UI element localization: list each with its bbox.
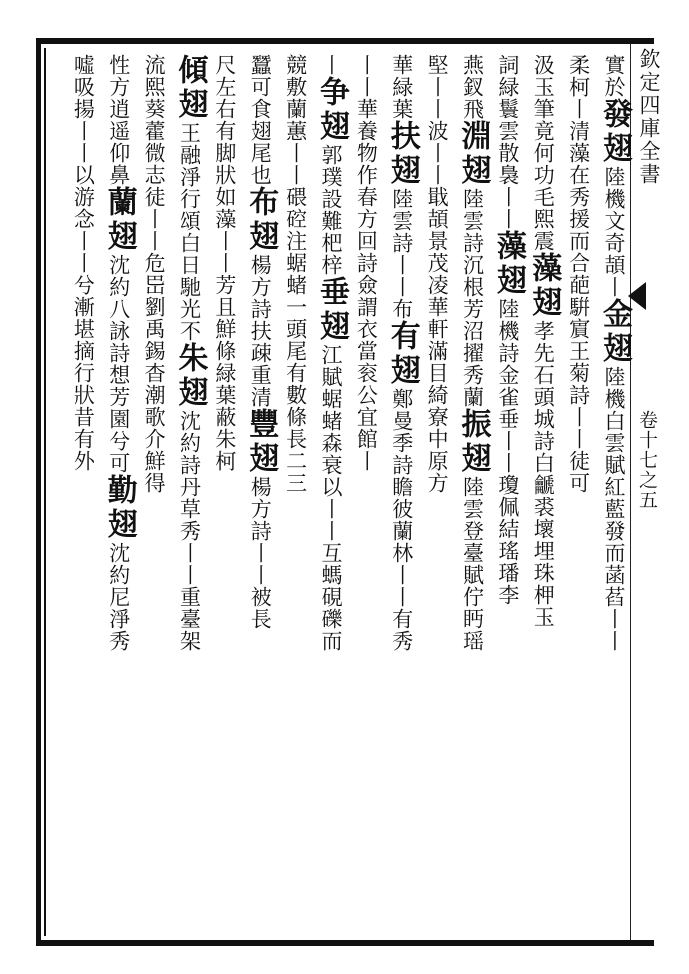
entry-headword: 藻翅 [526,252,562,320]
center-margin-rule [630,44,631,940]
entry-text: 陸機文奇頡 [602,166,626,276]
text-column [95,54,137,934]
entry-text: 性方逍遥仰鼻 [106,54,131,186]
entry-headword: 藻翅 [490,230,526,298]
entry-text: 堅丨丨 [425,54,450,120]
text-body [60,54,632,934]
text-column [591,54,632,934]
entry-text: 華養物作春 [354,98,379,208]
entry-text: 波丨丨戢頡景茂凌華 [425,120,450,318]
text-column [520,54,562,934]
entry-text: 鄭曼季詩瞻彼蘭林丨丨有秀 [389,388,414,652]
entry-headword: 勤翅 [101,474,137,542]
entry-text: 危岊劉禹錫杳潮歌介鮮得 [142,252,167,494]
entry-text: 陸雲詩沉根芳沼擢秀蘭 [460,188,485,408]
entry-text: 陸雲登臺賦佇眄瑶 [460,476,485,652]
entry-headword: 扶翅 [384,120,420,188]
entry-headword: 傾翅 [172,54,208,122]
text-column [202,54,237,934]
entry-text: 陸機白雲賦紅藍發而菡萏丨丨 [602,366,626,652]
entry-headword: 振翅 [455,408,491,476]
entry-text: 王融淨行頌白日馳光不 [177,122,202,342]
entry-text: 燕釵飛 [460,54,485,120]
entry-text: 競敷蘭蕙丨丨 [283,54,308,186]
entry-text: 楊方詩丨丨被長 [248,476,273,630]
entry-text: 行狀昔有外 [71,362,96,472]
entry-text: 藻丨丨芳且鮮 [212,208,237,340]
entry-headword: 蘭翅 [101,186,137,254]
text-column [166,54,208,934]
text-column [378,54,420,934]
entry-text: 軒滿目綺寮中原方 [425,318,450,494]
entry-text: 條緑葉蔽朱柯 [212,340,237,472]
text-column [308,54,349,934]
entry-headword: 淵翅 [455,120,491,188]
entry-text: 碨硿注蜛蝫一頭尾有數條長二三 [283,186,308,494]
text-column [449,54,491,934]
entry-headword: 發翅 [597,98,632,166]
entry-text: 汲玉筆竟何功毛熙震 [531,54,556,252]
entry-text: 華緑葉 [389,54,414,120]
text-column [343,54,378,934]
entry-text: 孝先石頭城詩白䶵裘壞埋珠柙玉 [531,320,556,628]
entry-text: 噓吸揚丨丨 [71,54,96,164]
entry-text: 丨清藻在秀 [566,98,591,208]
entry-text: 流熙葵藿微志徒丨丨 [142,54,167,252]
entry-text: 尺左右有脚狀如 [212,54,237,208]
entry-text: 沈約詩丹草秀丨丨重臺架 [177,410,202,652]
entry-text: 實於 [602,54,626,98]
entry-text: 以游念丨丨兮漸堪摘 [71,164,96,362]
entry-text: 詞緑鬟雲散裊丨丨 [495,54,520,230]
entry-headword: 朱翅 [172,342,208,410]
volume-label: 卷十七之五 [636,410,658,510]
entry-text: 方回詩僉謂衣當衮公宜館丨 [354,208,379,472]
entry-text: 郭璞設難杷梓 [319,144,343,276]
entry-text: 丨丨 [354,54,379,98]
entry-headword: 豐翅 [243,408,279,476]
entry-text: 沈約尼淨秀 [106,542,131,652]
text-column [555,54,590,934]
entry-headword: 布翅 [243,186,279,254]
entry-headword: 有翅 [384,320,420,388]
entry-text: 丨 [602,276,626,298]
entry-text: 蠶可食翅尾也 [248,54,273,186]
text-column [237,54,279,934]
entry-text: 柔柯 [566,54,591,98]
book-title: 欽定四庫全書 [637,48,661,186]
entry-text: 丨 [319,54,343,76]
entry-text: 江賦蜛蝫森衰以丨丨互螞硯礫而 [319,344,343,652]
entry-text: 陸機詩金雀垂丨丨瓊佩結瑤璠李 [495,298,520,606]
entry-headword: 垂翅 [314,276,349,344]
entry-headword: 争翅 [314,76,349,144]
entry-headword: 金翅 [597,298,632,366]
entry-text: 陸雲詩丨丨布 [389,188,414,320]
entry-text: 援而合葩騈賔王菊詩丨丨徒可 [566,208,591,494]
text-column [60,54,95,934]
entry-text: 沈約八詠詩想芳園兮可 [106,254,131,474]
entry-text: 楊方詩扶疎重清 [248,254,273,408]
